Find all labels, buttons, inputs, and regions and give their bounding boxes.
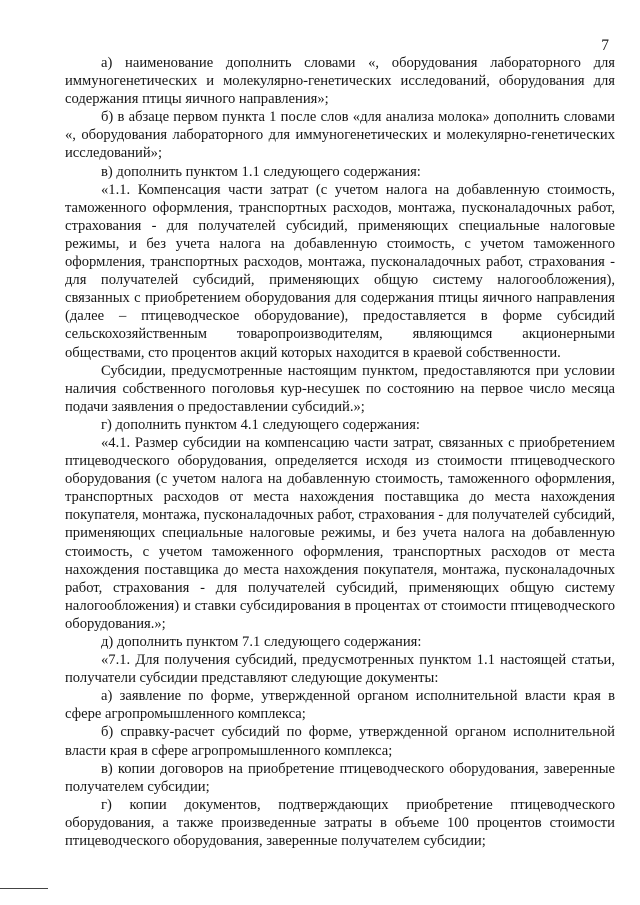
list-item-contracts: в) копии договоров на приобретение птицеводческого оборудования, заверенные получателем субсидии;: [65, 760, 615, 795]
paragraph-d-add-clause-7-1: д) дополнить пунктом 7.1 следующего содержания:: [101, 634, 422, 650]
paragraph-v-add-clause-1-1: в) дополнить пунктом 1.1 следующего содержания:: [101, 163, 421, 180]
list-item-calculation: б) справку-расчет субсидий по форме, утвержденной органом исполнительной власти края в сфере агропромышленного комплекса;: [65, 724, 615, 759]
paragraph-a-title-amendment: а) наименование дополнить словами «, оборудования лабораторного для иммуногенетических и молекулярно-генетических исследований, оборудования для содержания птицы яичного направления»;: [65, 55, 615, 108]
paragraph-clause-4-1-text: «4.1. Размер субсидии на компенсацию части затрат, связанных с приобретением птицеводческого оборудования, определяется исходя из стоимости птицеводческого оборудования (с учетом налога на добавленную стоимость, таможенного оформления, транспортных расходов от места нахождения поставщика до места нахождения покупателя, монтажа, пусконаладочных работ, страхования - для получателей субсидий, применяющих специальные налоговые режимы, и без учета налога на добавленную стоимость, с учетом таможенного оформления, транспортных расходов от места нахождения поставщика до места нахождения покупателя, монтажа, пусконаладочных работ, страхования - для получателей субсидий, применяющих общую систему налогообложения) и ставки субсидирования в процентах от стоимости птицеводческого оборудования.»;: [65, 434, 615, 632]
document-body: [65, 54, 615, 850]
page-number: 7: [601, 37, 609, 54]
paragraph-b-clause-1-amendment: б) в абзаце первом пункта 1 после слов «для анализа молока» дополнить словами «, оборудования лабораторного для иммуногенетических и молекулярно-генетических исследований»;: [65, 109, 615, 162]
list-item-documents: г) копии документов, подтверждающих приобретение птицеводческого оборудования, а также произведенные затраты в объеме 100 процентов стоимости птицеводческого оборудования, заверенные получателем субсидии;: [65, 796, 615, 850]
paragraph-subsidy-condition: Субсидии, предусмотренные настоящим пунктом, предоставляются при условии наличия собственного поголовья кур-несушек по состоянию на первое число месяца подачи заявления о предоставлении субсидий.»;: [65, 362, 615, 415]
footer-rule: [0, 888, 48, 889]
paragraph-clause-7-1-text: «7.1. Для получения субсидий, предусмотренных пунктом 1.1 настоящей статьи, получатели субсидии представляют следующие документы:: [65, 652, 615, 687]
paragraph-g-add-clause-4-1: г) дополнить пунктом 4.1 следующего содержания:: [101, 416, 420, 433]
paragraph-clause-1-1-text: «1.1. Компенсация части затрат (с учетом налога на добавленную стоимость, таможенного оформления, транспортных расходов, монтажа, пусконаладочных работ, страхования - для получателей субсидий, применяющих специальные налоговые режимы, и без учета налога на добавленную стоимость, с учетом таможенного оформления, транспортных расходов, монтажа, пусконаладочных работ, страхования - для получателей субсидий, применяющих общую систему налогообложения), связанных с приобретением оборудования для содержания птицы яичного направления (далее – птицеводческое оборудование), предоставляется в форме субсидий сельскохозяйственным товаропроизводителям, являющимся акционерными обществами, сто процентов акций которых находится в краевой собственности.: [65, 181, 615, 361]
list-item-application: а) заявление по форме, утвержденной органом исполнительной власти края в сфере агропромышленного комплекса;: [65, 688, 615, 723]
